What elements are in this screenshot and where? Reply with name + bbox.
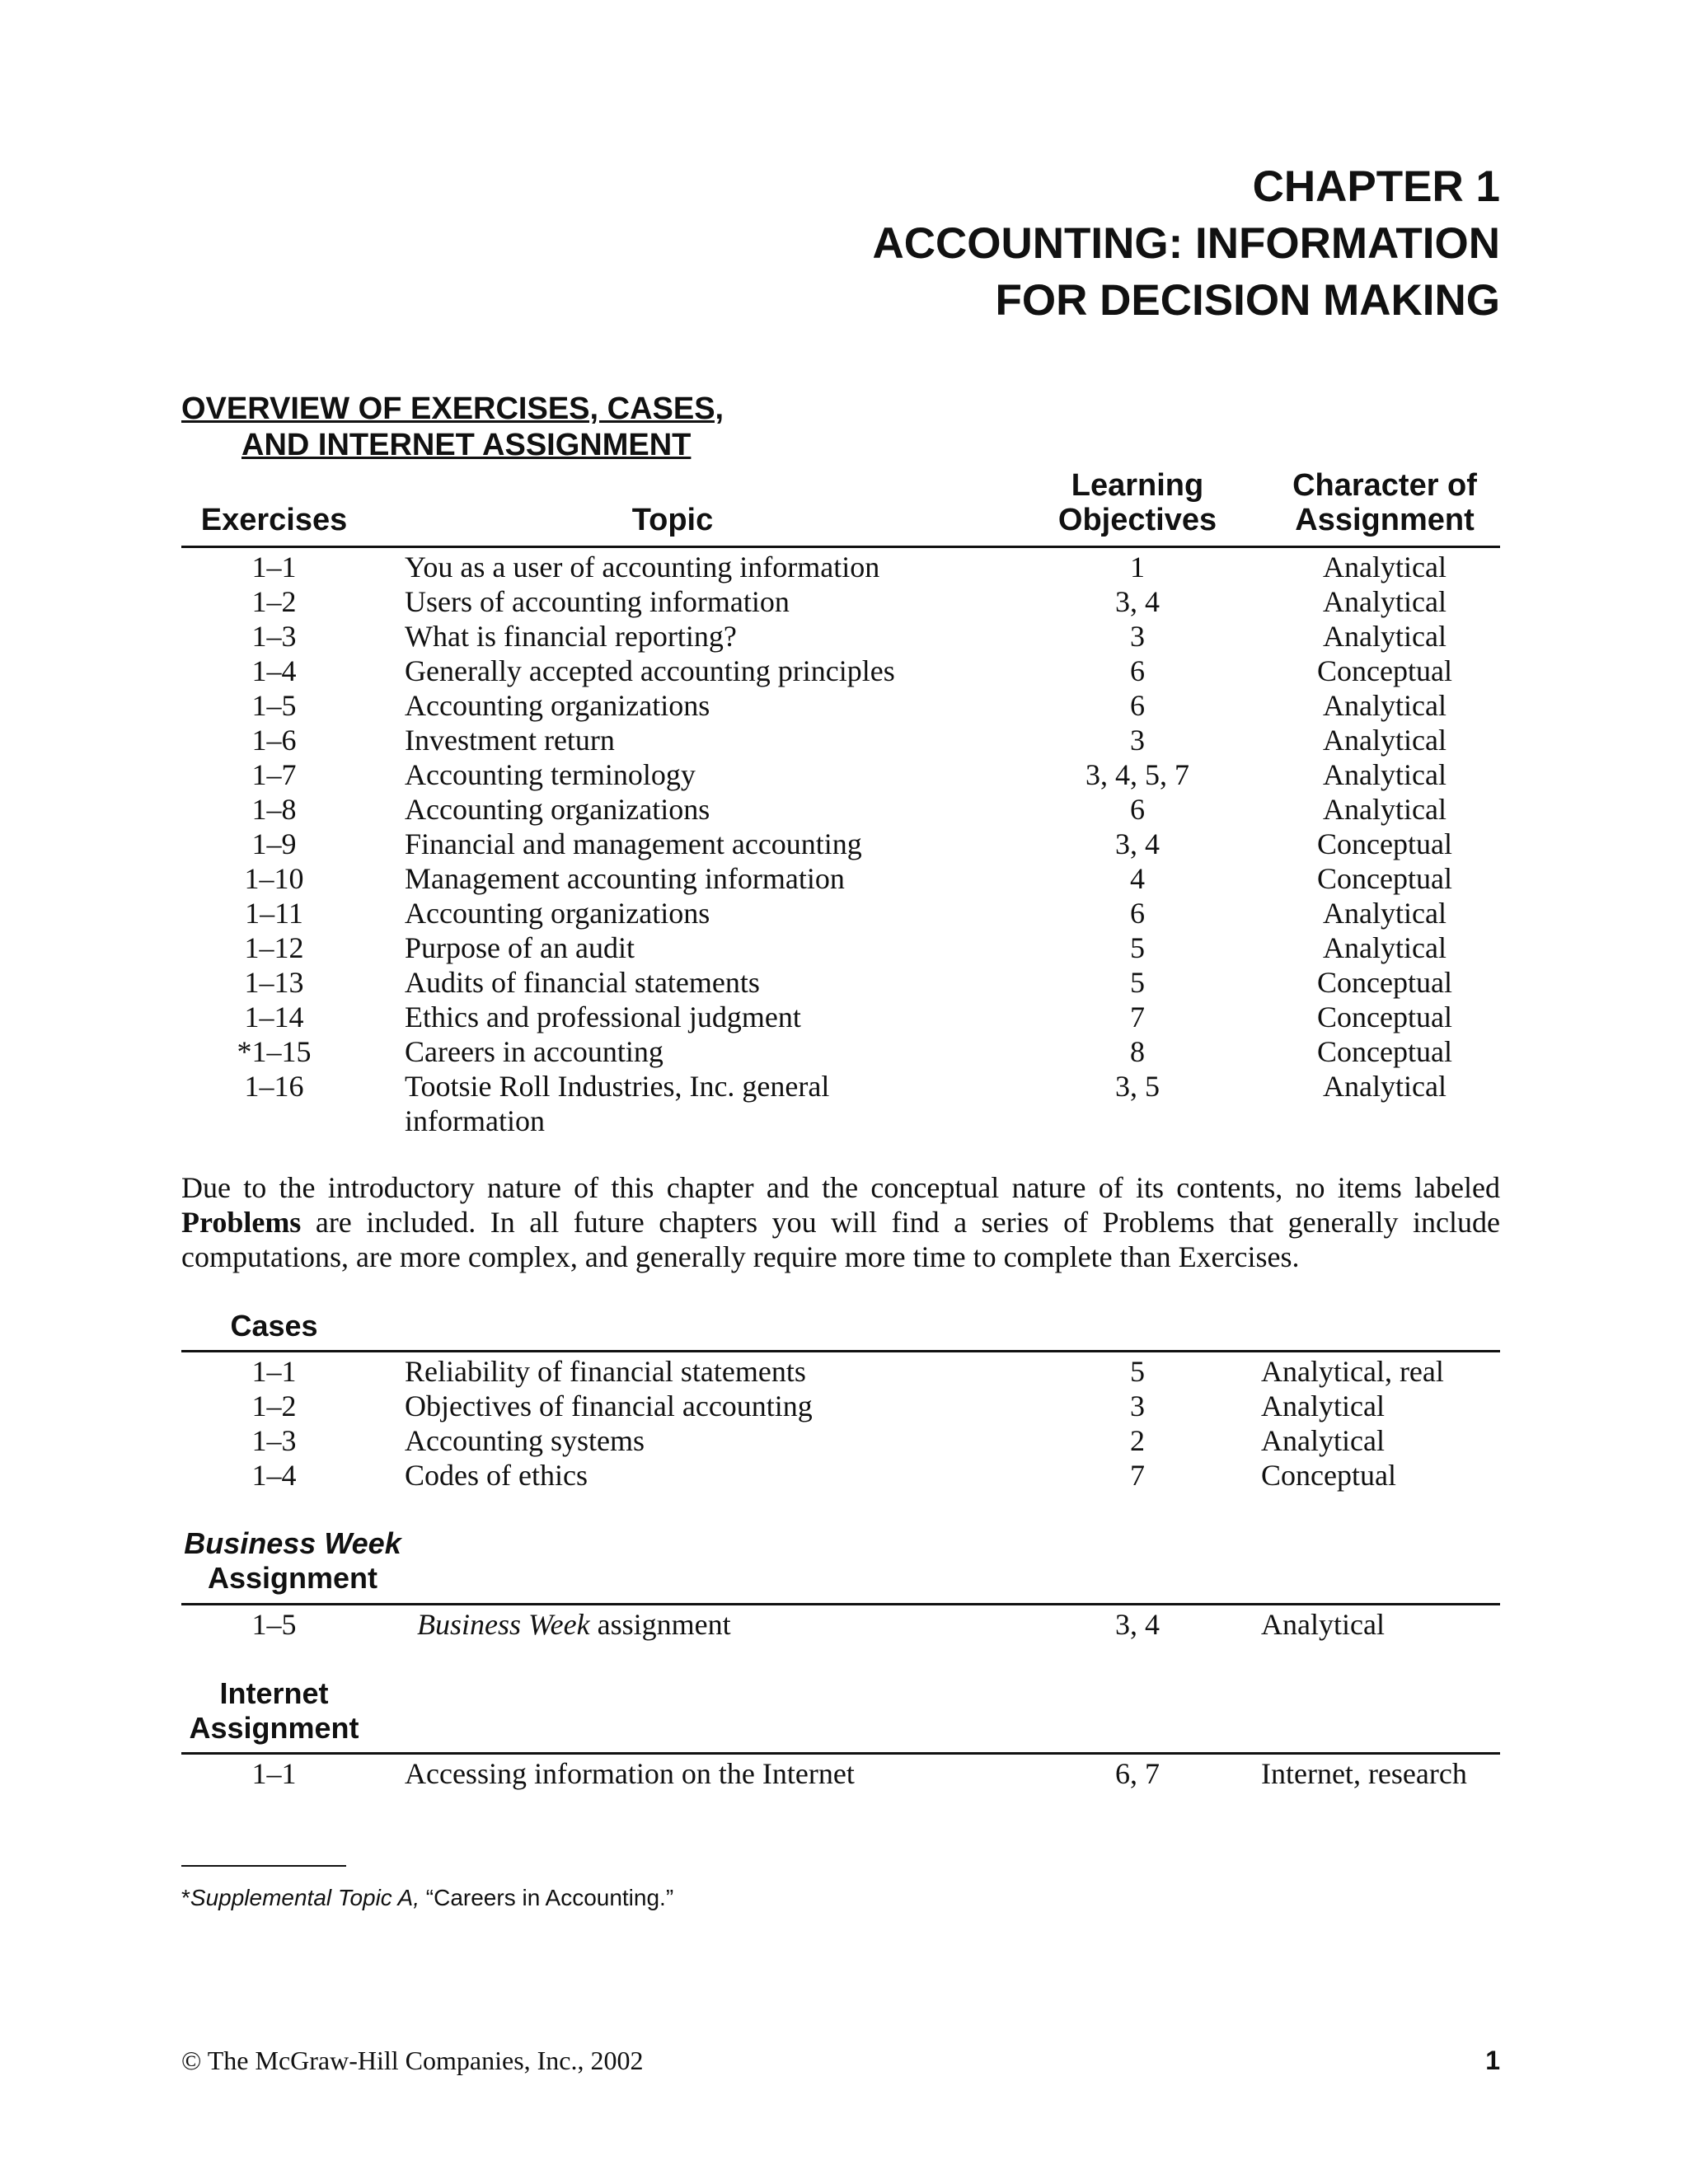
- intro-paragraph: [181, 1170, 1500, 1274]
- overview-heading-line-1: OVERVIEW OF EXERCISES, CASES,: [181, 391, 724, 426]
- table-row: [181, 1069, 1500, 1138]
- table-row: [181, 792, 1500, 827]
- business-week-topic: [417, 1607, 953, 1642]
- business-week-topic-italic: Business Week: [417, 1608, 590, 1641]
- overview-heading: [181, 391, 724, 463]
- business-week-character: Analytical: [1261, 1608, 1385, 1641]
- case-number: 1–3: [251, 1424, 297, 1457]
- business-week-number: 1–5: [251, 1608, 297, 1641]
- internet-topic: Accessing information on the Internet: [405, 1757, 855, 1790]
- exercise-number: 1–13: [244, 966, 304, 999]
- case-topic: Accounting systems: [405, 1424, 645, 1457]
- internet-table: [181, 1756, 1500, 1791]
- footnote-italic: Supplemental Topic A,: [190, 1885, 420, 1910]
- header-character-line-2: Assignment: [1295, 503, 1475, 537]
- exercise-topic: Accounting organizations: [405, 793, 710, 826]
- exercise-topic: What is financial reporting?: [405, 620, 737, 653]
- internet-character: Internet, research: [1261, 1757, 1467, 1790]
- chapter-number: CHAPTER 1: [1252, 162, 1500, 211]
- exercise-number: 1–16: [244, 1070, 304, 1103]
- business-week-table: [181, 1607, 1500, 1642]
- business-week-objectives: 3, 4: [1115, 1608, 1160, 1641]
- footnote-rest: “Careers in Accounting.”: [420, 1885, 674, 1910]
- exercise-objectives: 1: [1130, 551, 1145, 583]
- page-number: 1: [1485, 2046, 1500, 2075]
- exercise-objectives: 4: [1130, 862, 1145, 895]
- exercise-objectives: 6: [1130, 793, 1145, 826]
- footer-copyright: © The McGraw-Hill Companies, Inc., 2002: [181, 2046, 644, 2075]
- internet-number: 1–1: [251, 1757, 297, 1790]
- cases-label: Cases: [230, 1309, 318, 1343]
- internet-rule: [181, 1752, 1500, 1755]
- exercise-character: Analytical: [1323, 585, 1447, 618]
- exercise-objectives: 6: [1130, 654, 1145, 687]
- exercise-character: Conceptual: [1317, 966, 1452, 999]
- internet-label: [181, 1676, 367, 1746]
- table-row: [181, 1000, 1500, 1034]
- case-character: Analytical: [1261, 1424, 1385, 1457]
- exercise-objectives: 8: [1130, 1035, 1145, 1068]
- case-topic: Codes of ethics: [405, 1459, 588, 1492]
- exercise-objectives: 3: [1130, 724, 1145, 757]
- table-row: [181, 619, 1500, 654]
- footnote-rule: [181, 1865, 346, 1867]
- exercises-table: [181, 550, 1500, 1138]
- exercise-number: *1–15: [237, 1035, 312, 1068]
- cases-rule: [181, 1350, 1500, 1352]
- internet-label-line-2: Assignment: [189, 1711, 359, 1745]
- exercise-topic: Accounting organizations: [405, 897, 710, 930]
- exercise-objectives: 3, 4: [1115, 585, 1160, 618]
- header-topic: Topic: [631, 503, 714, 537]
- exercise-number: 1–3: [251, 620, 297, 653]
- overview-heading-line-2: AND INTERNET ASSIGNMENT: [241, 428, 692, 462]
- exercise-objectives: 3, 5: [1115, 1070, 1160, 1103]
- case-objectives: 2: [1130, 1424, 1145, 1457]
- business-week-rule: [181, 1603, 1500, 1605]
- exercise-objectives: 7: [1130, 1001, 1145, 1033]
- chapter-title-line-2: FOR DECISION MAKING: [995, 276, 1500, 325]
- exercise-number: 1–10: [244, 862, 304, 895]
- cases-table: [181, 1354, 1500, 1493]
- case-character: Analytical: [1261, 1390, 1385, 1422]
- exercise-topic: Tootsie Roll Industries, Inc. general information: [405, 1070, 830, 1137]
- header-character-of-assignment: [1261, 468, 1508, 537]
- exercise-objectives: 6: [1130, 689, 1145, 722]
- exercise-character: Analytical: [1323, 793, 1447, 826]
- exercise-objectives: 3, 4, 5, 7: [1085, 758, 1189, 791]
- exercise-number: 1–4: [251, 654, 297, 687]
- exercise-objectives: 3, 4: [1115, 827, 1160, 860]
- internet-label-line-1: Internet: [219, 1676, 329, 1710]
- exercise-topic: Ethics and professional judgment: [405, 1001, 801, 1033]
- header-character-line-1: Character of: [1292, 468, 1477, 503]
- exercise-number: 1–5: [251, 689, 297, 722]
- table-row: [181, 861, 1500, 896]
- table-row: [181, 1607, 1500, 1642]
- exercise-character: Analytical: [1323, 689, 1447, 722]
- exercise-character: Analytical: [1323, 758, 1447, 791]
- case-topic: Objectives of financial accounting: [405, 1390, 813, 1422]
- exercise-character: Analytical: [1323, 551, 1447, 583]
- intro-text-1: Due to the introductory nature of this chapter and the conceptual nature of its contents, no items labeled: [181, 1171, 1500, 1204]
- exercise-objectives: 3: [1130, 620, 1145, 653]
- exercise-objectives: 5: [1130, 931, 1145, 964]
- exercise-topic: Accounting organizations: [405, 689, 710, 722]
- exercise-topic: Careers in accounting: [405, 1035, 663, 1068]
- table-row: [181, 723, 1500, 757]
- business-week-topic-rest: assignment: [589, 1608, 731, 1641]
- footnote: [181, 1884, 673, 1912]
- case-objectives: 5: [1130, 1355, 1145, 1388]
- exercise-number: 1–9: [251, 827, 297, 860]
- table-row: [181, 1389, 1500, 1423]
- table-row: [181, 757, 1500, 792]
- exercise-topic: Management accounting information: [405, 862, 845, 895]
- intro-text-bold: Problems: [181, 1206, 302, 1239]
- case-number: 1–4: [251, 1459, 297, 1492]
- exercise-character: Conceptual: [1317, 1035, 1452, 1068]
- header-rule: [181, 546, 1500, 548]
- table-row: [181, 1034, 1500, 1069]
- exercise-character: Analytical: [1323, 897, 1447, 930]
- exercise-character: Analytical: [1323, 620, 1447, 653]
- header-learning-objectives: [1006, 468, 1269, 537]
- case-character: Conceptual: [1261, 1459, 1396, 1492]
- exercise-number: 1–2: [251, 585, 297, 618]
- business-week-label-line-1: Business Week: [184, 1526, 401, 1560]
- exercise-topic: Financial and management accounting: [405, 827, 862, 860]
- exercise-topic: Audits of financial statements: [405, 966, 760, 999]
- exercise-character: Analytical: [1323, 931, 1447, 964]
- exercise-topic: You as a user of accounting information: [405, 551, 880, 583]
- business-week-label: [181, 1526, 404, 1596]
- header-exercises: Exercises: [200, 503, 348, 537]
- case-objectives: 3: [1130, 1390, 1145, 1422]
- exercise-topic: Accounting terminology: [405, 758, 696, 791]
- exercise-topic: Users of accounting information: [405, 585, 790, 618]
- chapter-title-line-1: ACCOUNTING: INFORMATION: [872, 219, 1500, 268]
- exercise-objectives: 6: [1130, 897, 1145, 930]
- header-learning-objectives-line-2: Objectives: [1057, 503, 1217, 537]
- table-row: [181, 896, 1500, 930]
- case-topic: Reliability of financial statements: [405, 1355, 806, 1388]
- exercise-number: 1–7: [251, 758, 297, 791]
- exercise-number: 1–6: [251, 724, 297, 757]
- table-row: [181, 688, 1500, 723]
- case-number: 1–2: [251, 1390, 297, 1422]
- exercise-topic: Generally accepted accounting principles: [405, 654, 895, 687]
- case-objectives: 7: [1130, 1459, 1145, 1492]
- table-row: [181, 550, 1500, 584]
- chapter-title: [676, 158, 1500, 329]
- table-row: [181, 654, 1500, 688]
- exercise-character: Conceptual: [1317, 1001, 1452, 1033]
- table-row: [181, 930, 1500, 965]
- table-row: [181, 1458, 1500, 1493]
- exercise-topic: Investment return: [405, 724, 615, 757]
- header-learning-objectives-line-1: Learning: [1071, 468, 1204, 503]
- exercise-character: Conceptual: [1317, 862, 1452, 895]
- table-row: [181, 1423, 1500, 1458]
- table-row: [181, 965, 1500, 1000]
- table-row: [181, 1354, 1500, 1389]
- exercise-number: 1–8: [251, 793, 297, 826]
- exercise-number: 1–12: [244, 931, 304, 964]
- exercise-number: 1–1: [251, 551, 297, 583]
- exercise-objectives: 5: [1130, 966, 1145, 999]
- internet-objectives: 6, 7: [1115, 1757, 1160, 1790]
- exercise-number: 1–11: [245, 897, 303, 930]
- intro-text-2: are included. In all future chapters you will find a series of Problems that generally include computations, are more complex, and generally require more time to complete than Exercises.: [181, 1206, 1500, 1273]
- exercise-character: Analytical: [1323, 1070, 1447, 1103]
- exercise-character: Conceptual: [1317, 654, 1452, 687]
- exercise-topic: Purpose of an audit: [405, 931, 635, 964]
- exercise-number: 1–14: [244, 1001, 304, 1033]
- footnote-star: *: [181, 1885, 190, 1910]
- business-week-label-line-2: Assignment: [207, 1561, 378, 1595]
- exercise-character: Analytical: [1323, 724, 1447, 757]
- table-row: [181, 584, 1500, 619]
- case-number: 1–1: [251, 1355, 297, 1388]
- table-row: [181, 827, 1500, 861]
- exercise-character: Conceptual: [1317, 827, 1452, 860]
- table-row: [181, 1756, 1500, 1791]
- case-character: Analytical, real: [1261, 1355, 1444, 1388]
